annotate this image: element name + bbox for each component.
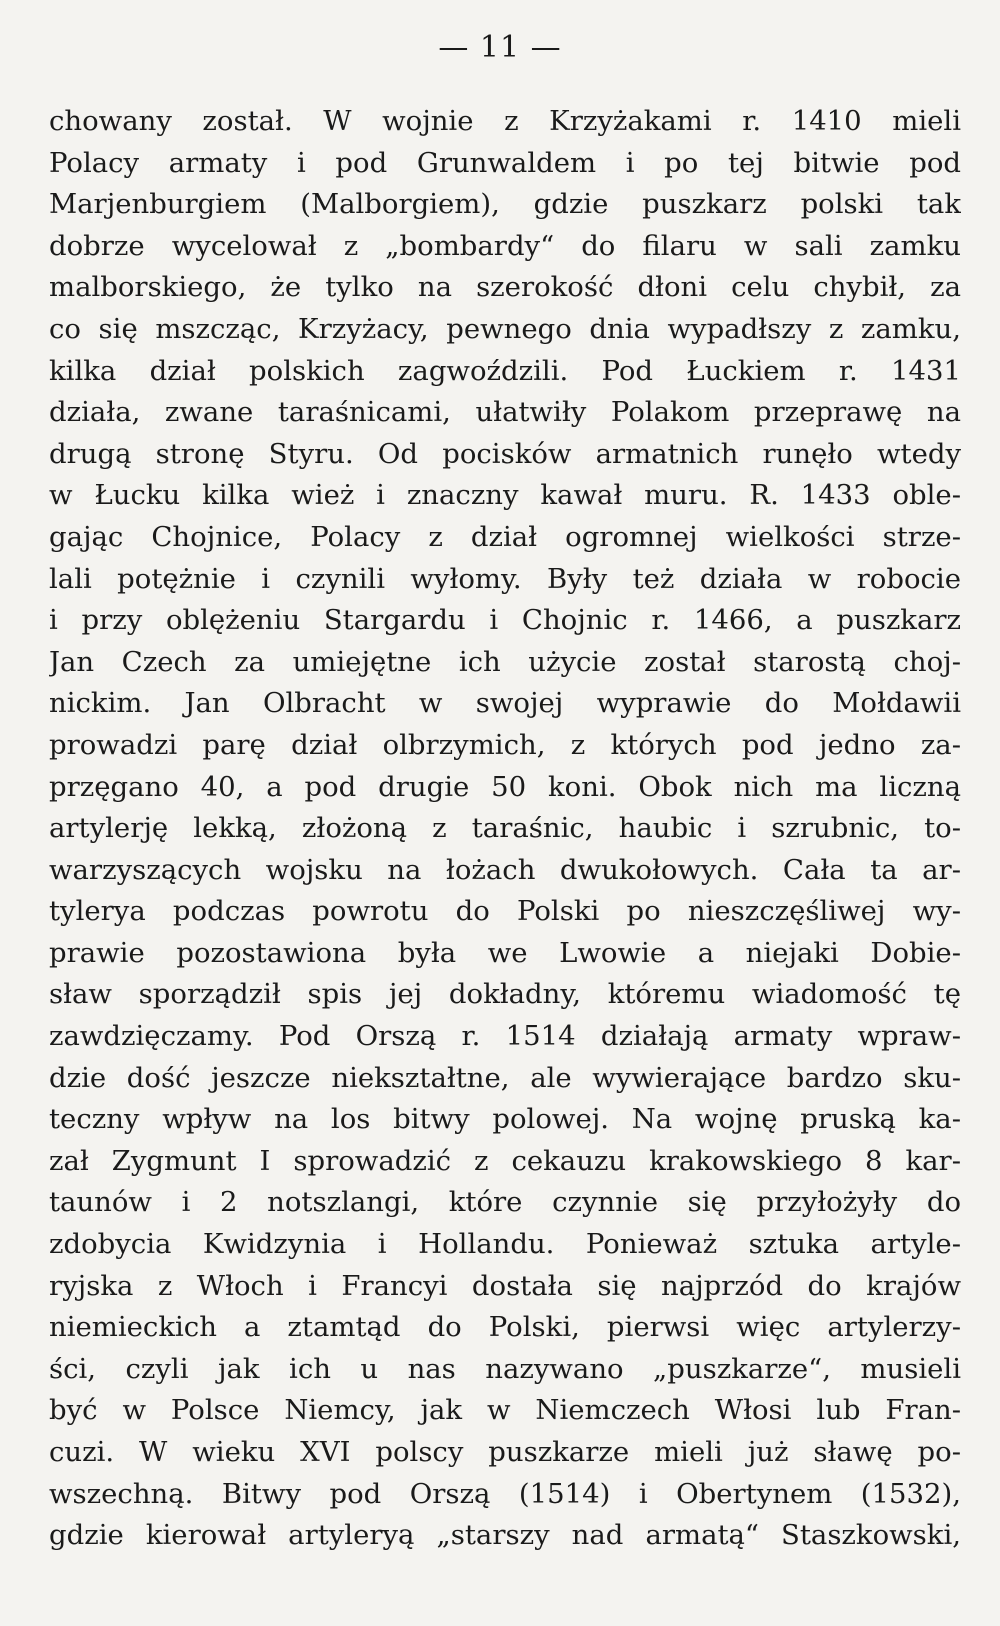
text-line: przęgano 40, a pod drugie 50 koni. Obok nich ma liczną [49, 770, 961, 803]
text-line: wszechną. Bitwy pod Orszą (1514) i Obertynem (1532), [49, 1477, 961, 1510]
text-line: sław sporządził spis jej dokładny, któremu wiadomość tę [49, 978, 961, 1011]
text-line: drugą stronę Styru. Od pocisków armatnich runęło wtedy [49, 437, 961, 470]
text-line: kilka dział polskich zagwoździli. Pod Łuckiem r. 1431 [49, 354, 961, 387]
text-line: Polacy armaty i pod Grunwaldem i po tej bitwie pod [49, 146, 961, 179]
text-line: dzie dość jeszcze niekształtne, ale wywierające bardzo sku- [49, 1061, 961, 1094]
text-line: prowadzi parę dział olbrzymich, z których pod jedno za- [49, 728, 961, 761]
text-line: działa, zwane taraśnicami, ułatwiły Polakom przeprawę na [49, 396, 961, 429]
text-line: taunów i 2 notszlangi, które czynnie się przyłożyły do [49, 1186, 961, 1219]
text-line: ryjska z Włoch i Francyi dostała się najprzód do krajów [49, 1269, 961, 1302]
text-line: chowany został. W wojnie z Krzyżakami r. 1410 mieli [49, 105, 961, 137]
text-line: niemieckich a ztamtąd do Polski, pierwsi więc artylerzy- [49, 1311, 961, 1344]
body-text [49, 101, 961, 1557]
text-line: i przy oblężeniu Stargardu i Chojnic r. 1466, a puszkarz [49, 604, 961, 637]
page-number: — 11 — [438, 30, 562, 65]
text-line: w Łucku kilka wież i znaczny kawał muru. R. 1433 oble- [49, 479, 961, 512]
text-line: nickim. Jan Olbracht w swojej wyprawie do Mołdawii [49, 687, 961, 720]
text-line: gdzie kierował artyleryą „starszy nad armatą“ Staszkowski, [49, 1519, 961, 1552]
text-line: zdobycia Kwidzynia i Hollandu. Ponieważ sztuka artyle- [49, 1228, 961, 1261]
text-line: dobrze wycelował z „bombardy“ do filaru w sali zamku [49, 229, 961, 262]
text-line: gając Chojnice, Polacy z dział ogromnej wielkości strze- [49, 520, 961, 553]
text-line: Jan Czech za umiejętne ich użycie został starostą choj- [49, 645, 961, 678]
text-line: zawdzięczamy. Pod Orszą r. 1514 działają armaty wpraw- [49, 1020, 961, 1053]
text-line: być w Polsce Niemcy, jak w Niemczech Włosi lub Fran- [49, 1394, 961, 1427]
text-line: prawie pozostawiona była we Lwowie a niejaki Dobie- [49, 936, 961, 969]
text-line: teczny wpływ na los bitwy polowej. Na wojnę pruską ka- [49, 1103, 961, 1136]
text-line: cuzi. W wieku XVI polscy puszkarze mieli już sławę po- [49, 1436, 961, 1468]
text-line: Marjenburgiem (Malborgiem), gdzie puszkarz polski tak [49, 188, 961, 221]
text-line: lali potężnie i czynili wyłomy. Były też działa w robocie [49, 562, 961, 595]
text-line: co się mszcząc, Krzyżacy, pewnego dnia wypadłszy z zamku, [49, 312, 961, 345]
text-line: ści, czyli jak ich u nas nazywano „puszkarze“, musieli [49, 1352, 961, 1385]
text-line: zał Zygmunt I sprowadzić z cekauzu krakowskiego 8 kar- [49, 1144, 961, 1177]
text-line: tylerya podczas powrotu do Polski po nieszczęśliwej wy- [49, 895, 961, 928]
text-line: malborskiego, że tylko na szerokość dłoni celu chybił, za [49, 271, 961, 304]
text-line: warzyszących wojsku na łożach dwukołowych. Cała ta ar- [49, 853, 961, 886]
text-line: artylerję lekką, złożoną z taraśnic, haubic i szrubnic, to- [49, 812, 961, 845]
